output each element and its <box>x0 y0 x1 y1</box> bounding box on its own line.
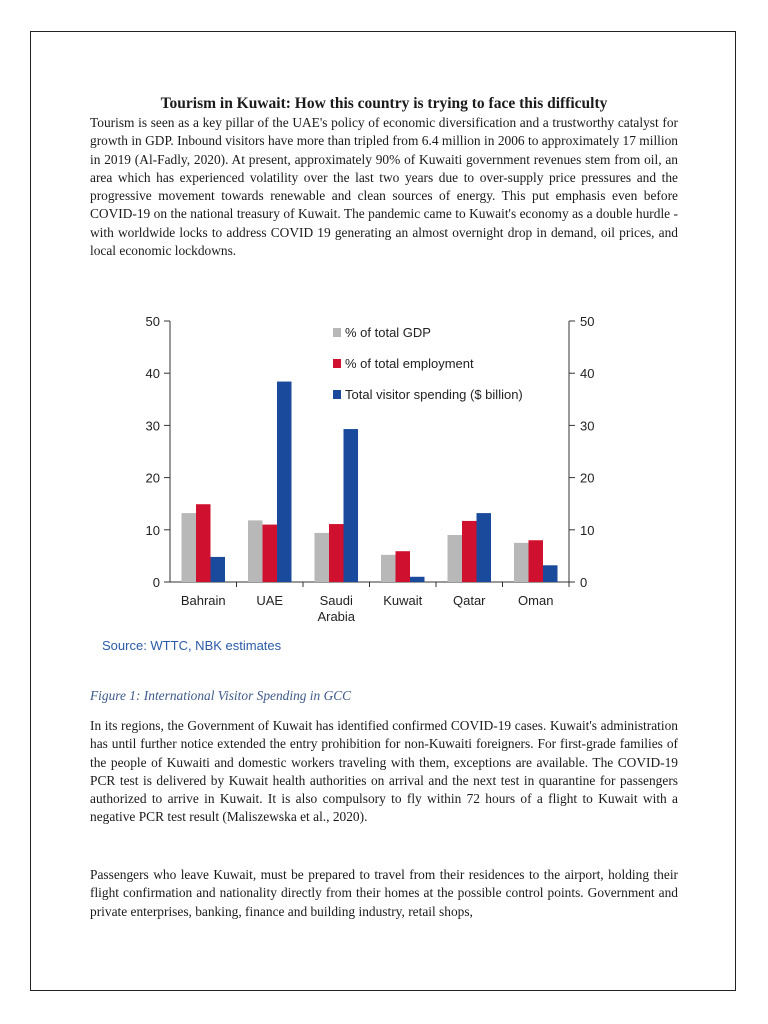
legend-swatch <box>333 390 341 399</box>
y-tick-label-left: 30 <box>145 418 160 434</box>
y-tick-label-left: 10 <box>145 522 160 538</box>
y-tick-label-right: 30 <box>580 418 595 434</box>
visitor-spending-chart <box>95 305 615 665</box>
y-tick-label-left: 40 <box>145 366 160 382</box>
page-title: Tourism in Kuwait: How this country is trying to face this difficulty <box>160 95 608 112</box>
bar <box>529 540 544 582</box>
y-tick-label-left: 20 <box>145 470 160 486</box>
y-tick-label-right: 40 <box>580 366 595 382</box>
x-tick-label: Qatar <box>452 593 486 608</box>
bar <box>514 543 529 582</box>
x-tick-label: Kuwait <box>383 593 423 608</box>
chart-source-note: Source: WTTC, NBK estimates <box>102 638 282 653</box>
bar <box>329 524 344 582</box>
bar <box>277 382 292 582</box>
legend-swatch <box>333 328 341 337</box>
x-tick-label: Arabia <box>317 609 356 624</box>
bar <box>477 513 492 582</box>
y-tick-label-right: 0 <box>580 575 588 590</box>
bar <box>196 504 211 582</box>
bar <box>396 551 411 582</box>
legend-label: Total visitor spending ($ billion) <box>345 387 523 402</box>
bar <box>315 533 330 582</box>
paragraph-intro: Tourism is seen as a key pillar of the UAE's policy of economic diversification and a trustworthy catalyst for growth in GDP. Inbound visitors have more than tripled from 6.4 million in 2006 to approximately 17 million in 2019 (Al-Fadly, 2020). At present, approximately 90% of Kuwaiti government revenues stem from oil, an area which has experienced volatility over the last two years due to over-supply price pressures and the progressive movement towards renewable and clean sources of energy. This put emphasis even before COVID-19 on the national treasury of Kuwait. The pandemic came to Kuwait's economy as a double hurdle - with worldwide locks to address COVID 19 generating an almost overnight drop in demand, oil prices, and local economic lockdowns. <box>90 115 678 259</box>
x-tick-label: UAE <box>256 593 284 608</box>
bar <box>448 535 463 582</box>
bar <box>263 525 278 582</box>
y-tick-label-left: 50 <box>145 314 160 329</box>
bar <box>543 565 558 582</box>
legend-label: % of total employment <box>345 356 474 371</box>
figure-caption: Figure 1: International Visitor Spending in GCC <box>90 688 352 703</box>
y-tick-label-right: 50 <box>580 314 595 329</box>
paragraph-covid-measures: In its regions, the Government of Kuwait has identified confirmed COVID-19 cases. Kuwait's administration has until further notice extended the entry prohibition for non-Kuwaiti foreigners. For first-grade families of the people of Kuwaiti and domestic workers traveling with them, exceptions are available. The COVID-19 PCR test is delivered by Kuwait health authorities on arrival and the next test in quarantine for passengers authorized to arrive in Kuwait. It is also compulsory to fly within 72 hours of a flight to Kuwait with a negative PCR test result (Maliszewska et al., 2020). <box>90 718 678 825</box>
y-tick-label-right: 20 <box>580 470 595 486</box>
bar <box>344 429 359 582</box>
x-tick-label: Saudi <box>319 593 353 608</box>
y-tick-label-left: 0 <box>152 575 160 590</box>
legend-swatch <box>333 359 341 368</box>
bar <box>248 520 263 582</box>
y-tick-label-right: 10 <box>580 522 595 538</box>
bar <box>462 521 477 582</box>
bar <box>182 513 197 582</box>
legend-label: % of total GDP <box>345 325 431 340</box>
bar <box>410 577 425 582</box>
bar <box>211 557 226 582</box>
paragraph-departures: Passengers who leave Kuwait, must be prepared to travel from their residences to the airport, holding their flight confirmation and nationality directly from their homes at the possible control points. Government and private enterprises, banking, finance and building industry, retail shops, <box>90 867 678 919</box>
bar <box>381 555 396 582</box>
x-tick-label: Oman <box>518 593 554 608</box>
x-tick-label: Bahrain <box>180 593 226 608</box>
